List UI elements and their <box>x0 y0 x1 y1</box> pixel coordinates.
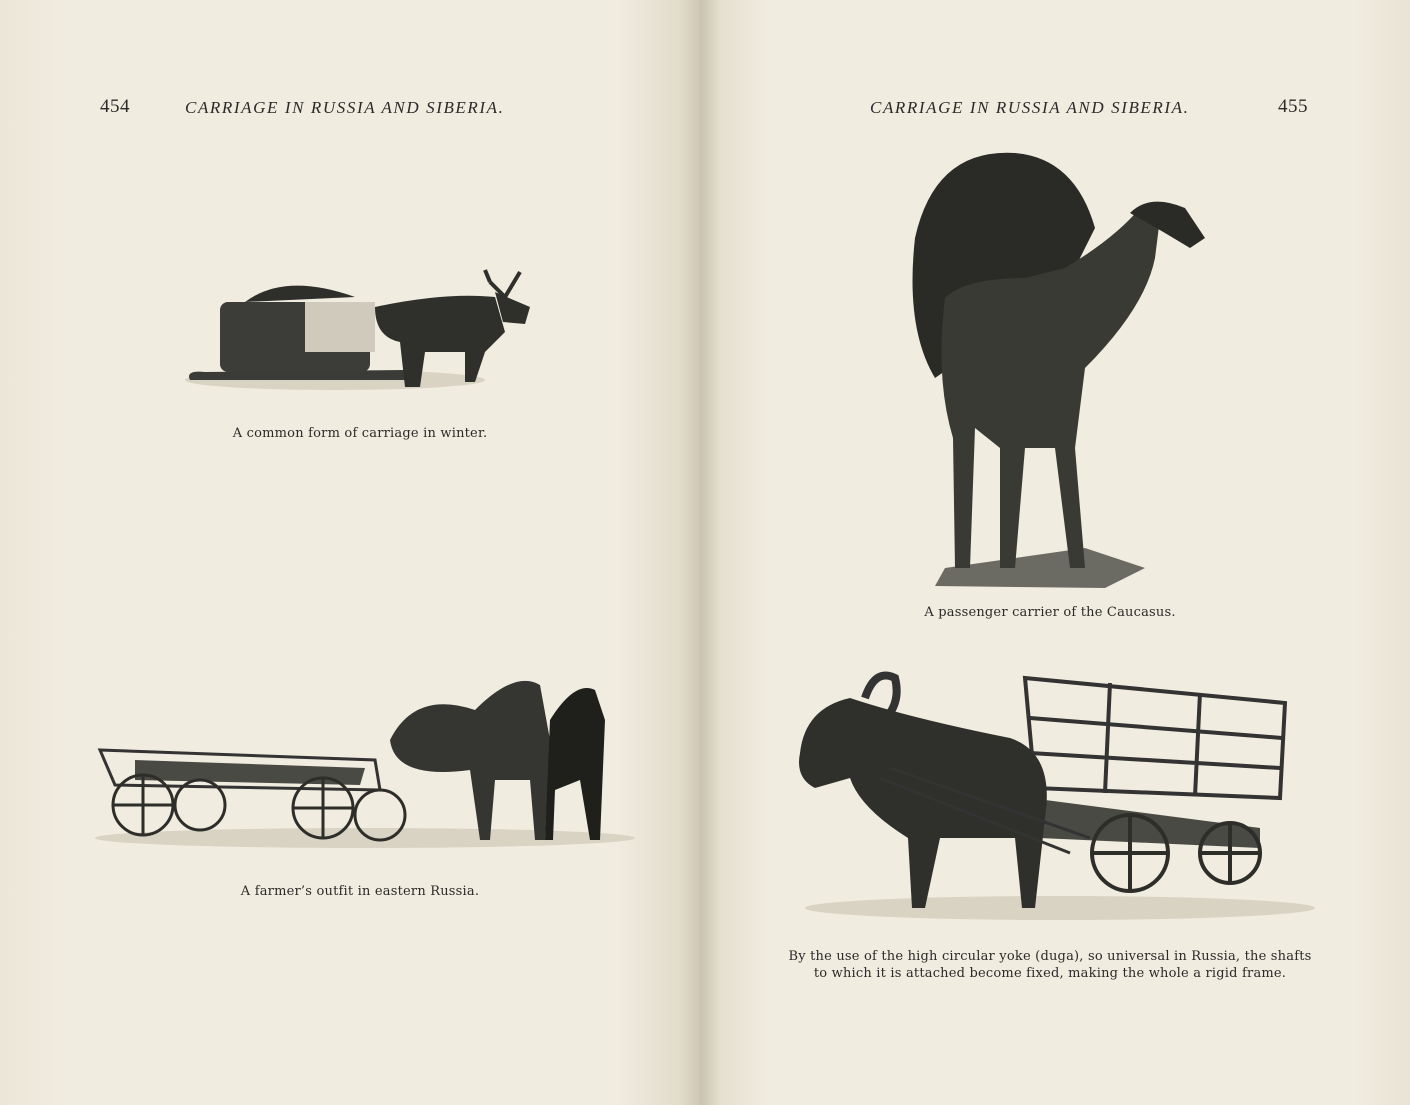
camel-wagon-illustration <box>95 660 635 855</box>
caption-line: to which it is attached become fixed, making the whole a rigid frame. <box>813 966 1287 981</box>
page-number: 455 <box>1278 96 1308 117</box>
horse-cart-duga-illustration <box>790 668 1315 928</box>
figure-caption: A passenger carrier of the Caucasus. <box>924 605 1176 620</box>
caption-line: By the use of the high circular yoke (duga), so universal in Russia, the shafts <box>788 949 1312 964</box>
camel-passenger-illustration <box>905 148 1210 593</box>
page-number: 454 <box>100 96 130 117</box>
figure-caption <box>760 948 1340 982</box>
running-head: CARRIAGE IN RUSSIA AND SIBERIA. <box>870 98 1190 117</box>
running-head: CARRIAGE IN RUSSIA AND SIBERIA. <box>185 98 505 117</box>
right-page <box>700 0 1410 1105</box>
figure-caption: A common form of carriage in winter. <box>232 426 488 441</box>
figure-caption: A farmer’s outfit in eastern Russia. <box>240 884 480 899</box>
ox-sled-illustration <box>185 262 535 402</box>
left-page <box>0 0 700 1105</box>
